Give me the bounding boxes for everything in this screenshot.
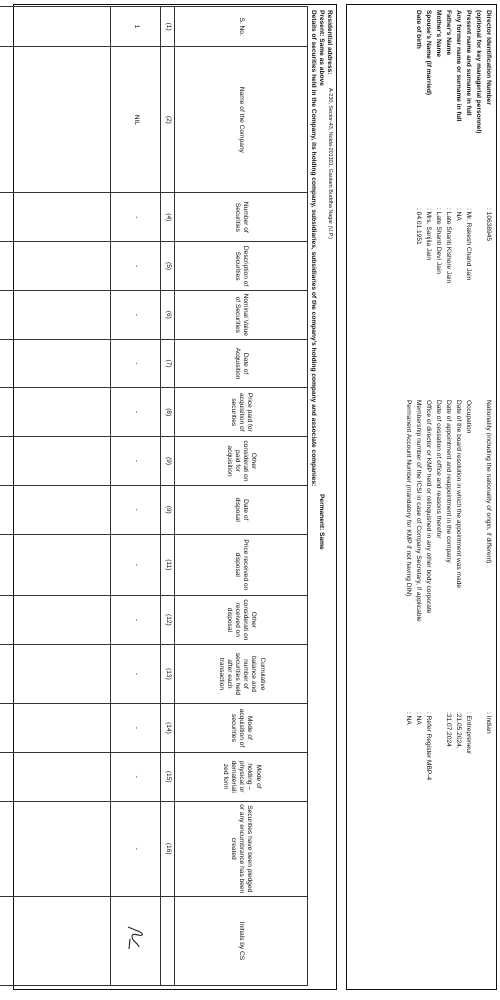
pan-value: : NA bbox=[405, 712, 412, 725]
number-cell: (7) bbox=[161, 339, 175, 388]
row-cell: - bbox=[111, 485, 161, 534]
header-cell: Other considerati on received on disposal bbox=[175, 596, 308, 645]
permanent-address: Permanent: Same bbox=[318, 494, 325, 550]
header-cell: Price received on disposal bbox=[175, 534, 308, 595]
board-resolution-value: :21.05.2024, bbox=[455, 712, 462, 749]
header-cell: Securities have been pledged or any encumbrance has been created bbox=[175, 801, 308, 896]
row-cell: - bbox=[111, 290, 161, 339]
header-cell: Other considerati on paid for acquisition bbox=[175, 437, 308, 486]
header-cell: Description of Securities bbox=[175, 242, 308, 291]
number-cell: (16) bbox=[161, 801, 175, 896]
header-cell: S. No. bbox=[175, 7, 308, 47]
row-cell: - bbox=[111, 388, 161, 437]
header-cell: Name of the Company bbox=[175, 47, 308, 193]
number-cell: (1) bbox=[161, 7, 175, 47]
former-name-value: : NA bbox=[455, 208, 462, 221]
cs-initials-cell bbox=[111, 896, 161, 985]
row-cell: - bbox=[111, 644, 161, 703]
father-name-value: : Late Shanti Kishore Jain bbox=[445, 208, 452, 284]
row-cell: - bbox=[111, 242, 161, 291]
row-cell: - bbox=[111, 704, 161, 753]
header-cell: Cumulative balance and number of securities held after each transaction bbox=[175, 644, 308, 703]
other-office-value: : Refer Register MBP-4 bbox=[425, 712, 432, 781]
row-cell: - bbox=[111, 752, 161, 801]
cessation-label: Date of cessation of office and reasons therefor bbox=[435, 400, 442, 539]
header-cell: Number of Securities bbox=[175, 193, 308, 242]
number-cell: (9) bbox=[161, 485, 175, 534]
row-cell: 1 bbox=[111, 7, 161, 47]
din-label: Director Identification Number bbox=[485, 10, 492, 105]
header-cell: Date of Acquisition bbox=[175, 339, 308, 388]
number-cell bbox=[161, 896, 175, 985]
number-cell: (13) bbox=[161, 644, 175, 703]
number-cell: (14) bbox=[161, 704, 175, 753]
row-cell: NIL bbox=[111, 47, 161, 193]
number-cell: (6) bbox=[161, 290, 175, 339]
row-cell: - bbox=[111, 193, 161, 242]
din-value: : 10638945 bbox=[485, 208, 492, 242]
dob-label: Date of birth bbox=[415, 10, 422, 49]
row-cell: - bbox=[111, 339, 161, 388]
number-cell: (5) bbox=[161, 242, 175, 291]
mother-name-value: : Late Shanti Devi Jain bbox=[435, 208, 442, 274]
table-number-row bbox=[161, 7, 175, 986]
table-row-empty bbox=[0, 7, 111, 986]
occupation-value: : Entrepreneur bbox=[465, 712, 472, 755]
securities-table bbox=[0, 6, 308, 986]
dob-value: : 04.01.1951 bbox=[415, 208, 422, 245]
cs-signature bbox=[124, 923, 148, 953]
present-address: Present: Same as above bbox=[318, 10, 325, 86]
present-name-value: : Mr. Rakesh Chand Jain bbox=[465, 208, 472, 281]
residential-address-label: Residential address: bbox=[326, 10, 333, 75]
securities-section-title: Details of securities held in the Company, its holding company, subsidiaries, subsidiaries of the company's holding company and associate companies: bbox=[310, 10, 317, 487]
number-cell: (9) bbox=[161, 437, 175, 486]
row-cell: - bbox=[111, 437, 161, 486]
present-name-label: Present name and surname in full bbox=[465, 10, 472, 116]
appointment-date-value: :31.07.2024 bbox=[445, 712, 452, 747]
number-cell: (2) bbox=[161, 47, 175, 193]
residential-address-value: A-230, Sector-43, Noida-201301, Gautam Buddha Nagar (U.P.) bbox=[327, 88, 333, 239]
father-name-label: Father's Name bbox=[445, 10, 452, 56]
nationality-value: : Indian bbox=[485, 712, 492, 734]
number-cell: (4) bbox=[161, 193, 175, 242]
number-cell: (15) bbox=[161, 752, 175, 801]
header-cell: Date of disposal bbox=[175, 485, 308, 534]
icsi-membership-label: Membership number of the ICSI in case of Company Secretary, if applicable bbox=[415, 400, 422, 622]
header-cell: Mode of acquisition of securities bbox=[175, 704, 308, 753]
former-name-label: Any former name or surname in full bbox=[455, 10, 462, 122]
row-cell: - bbox=[111, 801, 161, 896]
appointment-date-label: Date of appointment and reappointment in the company bbox=[445, 400, 452, 563]
table-header-row bbox=[175, 7, 308, 986]
board-resolution-label: Date of the board resolution in which the appointment was made bbox=[455, 400, 462, 589]
header-cell: Mode of holding – physical or demateriali zed form bbox=[175, 752, 308, 801]
header-cell: Initials by CS bbox=[175, 896, 308, 985]
mother-name-label: Mother's Name bbox=[435, 10, 442, 58]
row-cell: - bbox=[111, 596, 161, 645]
number-cell: (11) bbox=[161, 534, 175, 595]
number-cell: (8) bbox=[161, 388, 175, 437]
header-cell: Price paid for acquisition of securities bbox=[175, 388, 308, 437]
nationality-label: Nationality (including the nationality of origin, if different) bbox=[485, 400, 492, 564]
spouse-name-value: : Mrs. Sanjila Jain bbox=[425, 208, 432, 261]
pan-label: Permanent Account Number (mandatory for KMP if not having DIN) bbox=[405, 400, 412, 597]
number-cell: (12) bbox=[161, 596, 175, 645]
spouse-name-label: Spouse's Name (if married) bbox=[425, 10, 432, 96]
kmp-optional-label: (optional for key managerial personnel) bbox=[475, 10, 482, 134]
occupation-label: Occupation bbox=[465, 400, 472, 434]
header-cell: Nominal Value of Securities bbox=[175, 290, 308, 339]
icsi-membership-value: : NA bbox=[415, 712, 422, 725]
table-row bbox=[111, 7, 161, 986]
row-cell: - bbox=[111, 534, 161, 595]
other-office-label: Office of director or KMP held or relinquished in any other body corporate bbox=[425, 400, 432, 614]
